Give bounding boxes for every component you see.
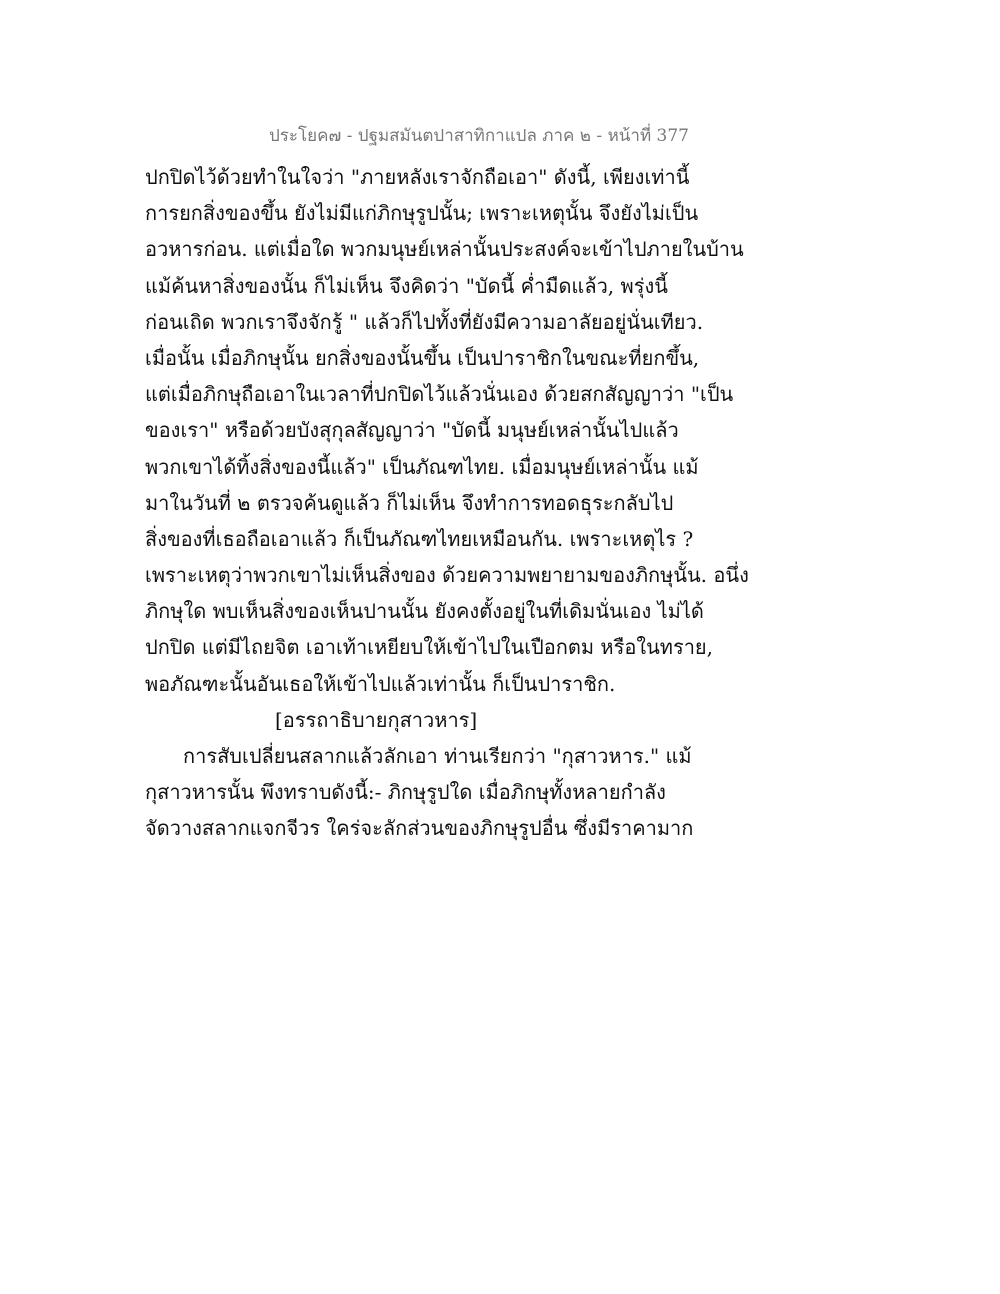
- text-line: การยกสิ่งของขึ้น ยังไม่มีแก่ภิกษุรูปนั้น; เพราะเหตุนั้น จึงยังไม่เป็น: [145, 201, 699, 226]
- text-line: แม้ค้นหาสิ่งของนั้น ก็ไม่เห็น จึงคิดว่า "บัดนี้ ค่ำมืดแล้ว, พรุ่งนี้: [145, 273, 668, 298]
- text-line: สิ่งของที่เธอถือเอาแล้ว ก็เป็นภัณฑไทยเหมือนกัน. เพราะเหตุไร ?: [145, 526, 694, 551]
- text-line: มาในวันที่ ๒ ตรวจค้นดูแล้ว ก็ไม่เห็น จึงทำการทอดธุระกลับไป: [145, 490, 674, 515]
- running-header: ประโยค๗ - ปฐมสมันตปาสาทิกาแปล ภาค ๒ - หน้าที่ 377: [268, 126, 689, 146]
- text-line: พอภัณฑะนั้นอันเธอให้เข้าไปแล้วเท่านั้น ก็เป็นปาราชิก.: [145, 671, 616, 696]
- text-line: แต่เมื่อภิกษุถือเอาในเวลาที่ปกปิดไว้แล้วนั่นเอง ด้วยสกสัญญาว่า "เป็น: [145, 382, 734, 407]
- text-line: พวกเขาได้ทิ้งสิ่งของนี้แล้ว" เป็นภัณฑไทย. เมื่อมนุษย์เหล่านั้น แม้: [145, 454, 699, 479]
- text-line: จัดวางสลากแจกจีวร ใคร่จะลักส่วนของภิกษุรูปอื่น ซึ่งมีราคามาก: [145, 816, 694, 841]
- text-line: การสับเปลี่ยนสลากแล้วลักเอา ท่านเรียกว่า "กุสาวหาร." แม้: [183, 744, 692, 768]
- section-heading: [อรรถาธิบายกุสาวหาร]: [275, 707, 478, 732]
- text-line: เพราะเหตุว่าพวกเขาไม่เห็นสิ่งของ ด้วยความพยายามของภิกษุนั้น. อนึ่ง: [145, 563, 749, 588]
- text-line: ของเรา" หรือด้วยบังสุกุลสัญญาว่า "บัดนี้ มนุษย์เหล่านั้นไปแล้ว: [145, 418, 679, 443]
- text-line: กุสาวหารนั้น พึงทราบดังนี้:- ภิกษุรูปใด เมื่อภิกษุทั้งหลายกำลัง: [145, 780, 666, 805]
- text-line: อวหารก่อน. แต่เมื่อใด พวกมนุษย์เหล่านั้นประสงค์จะเข้าไปภายในบ้าน: [145, 237, 744, 262]
- body-text: [145, 159, 749, 847]
- text-line: เมื่อนั้น เมื่อภิกษุนั้น ยกสิ่งของนั้นขึ้น เป็นปาราชิกในขณะที่ยกขึ้น,: [145, 345, 700, 370]
- text-line: ก่อนเถิด พวกเราจึงจักรู้ " แล้วก็ไปทั้งที่ยังมีความอาลัยอยู่นั่นเทียว.: [145, 309, 704, 334]
- text-line: ปกปิดไว้ด้วยทำในใจว่า "ภายหลังเราจักถือเอา" ดังนี้, เพียงเท่านี้: [145, 165, 690, 189]
- text-line: ปกปิด แต่มีไถยจิต เอาเท้าเหยียบให้เข้าไปในเปือกตม หรือในทราย,: [145, 635, 714, 660]
- text-line: ภิกษุใด พบเห็นสิ่งของเห็นปานนั้น ยังคงตั้งอยู่ในที่เดิมนั่นเอง ไม่ได้: [145, 599, 704, 624]
